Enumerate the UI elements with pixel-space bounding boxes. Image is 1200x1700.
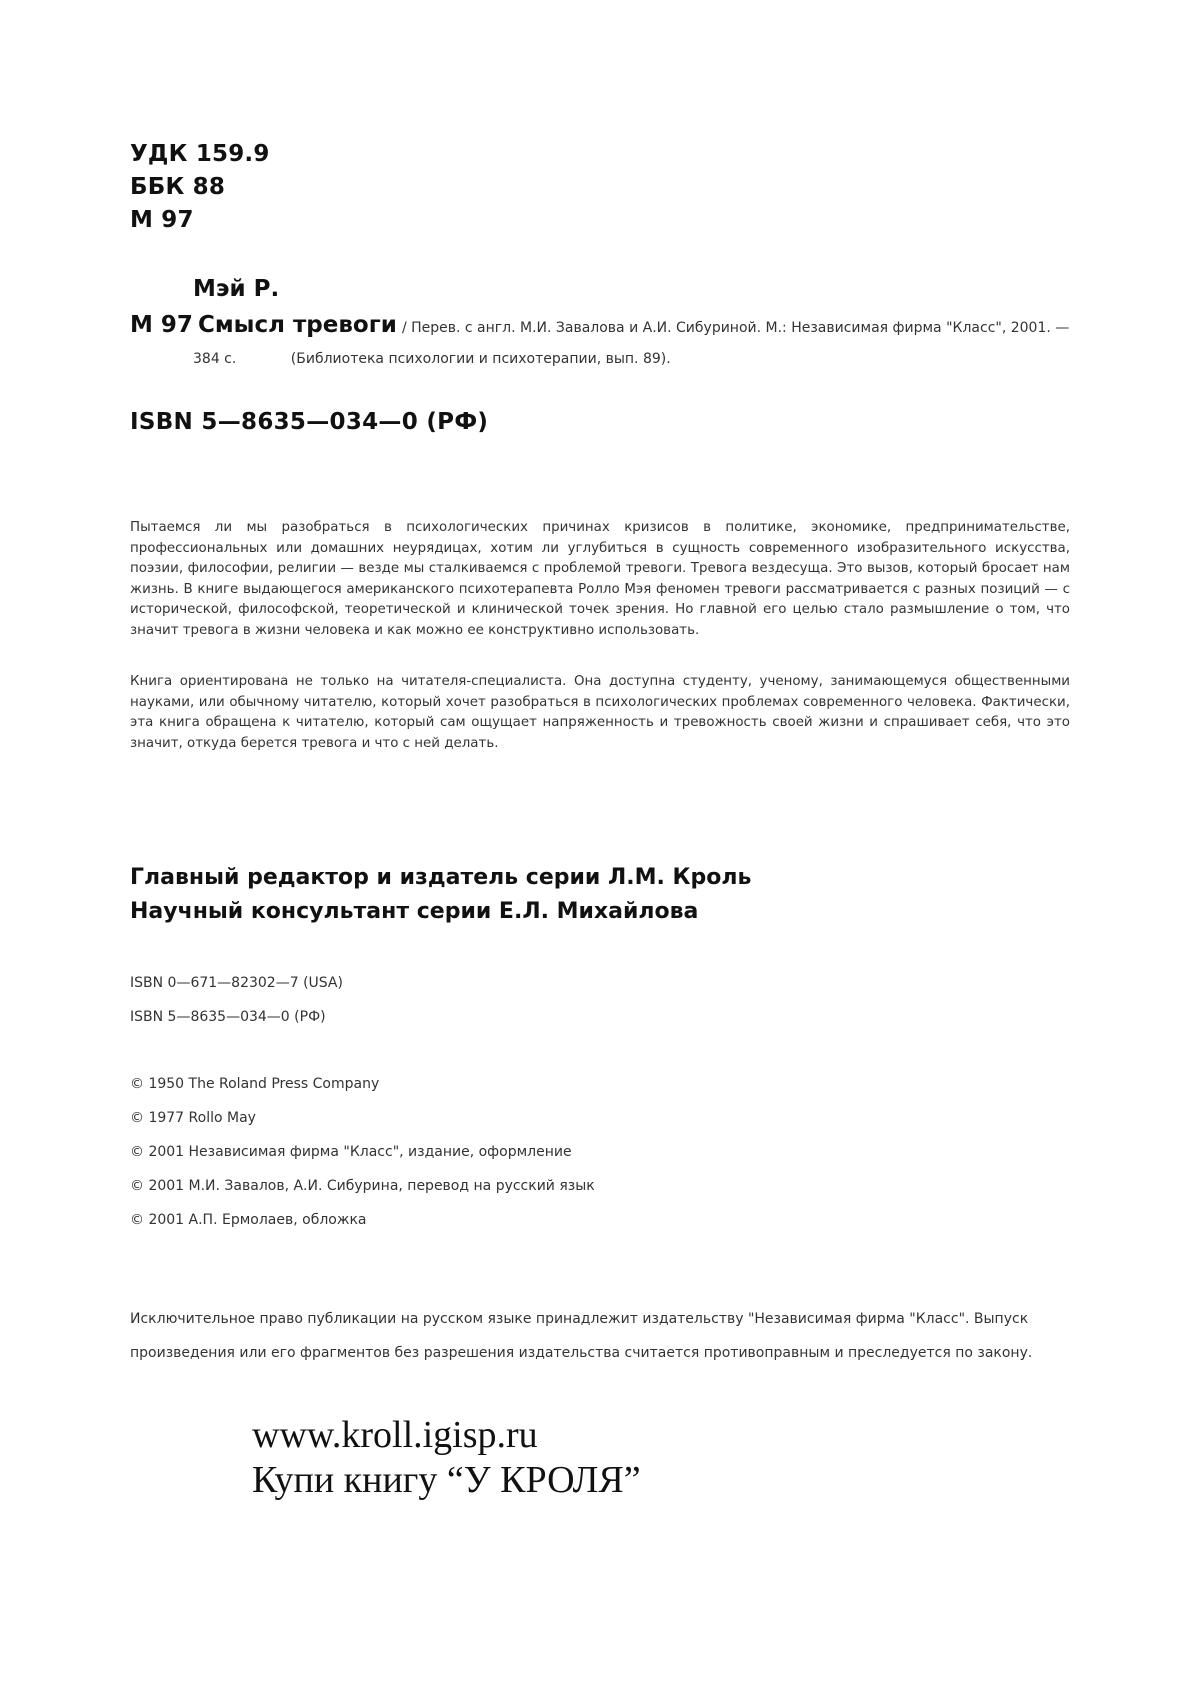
main-isbn: ISBN 5—8635—034—0 (РФ)	[130, 409, 489, 435]
bibliographic-details: / Перев. с англ. М.И. Завалова и А.И. Сибуриной. М.: Независимая фирма "Класс", 2001. —	[401, 320, 1070, 336]
isbn-rf: ISBN 5—8635—034—0 (РФ)	[130, 1009, 326, 1025]
series-info: (Библиотека психологии и психотерапии, вып. 89).	[290, 351, 671, 367]
isbn-list	[130, 966, 343, 1034]
chief-editor-line: Главный редактор и издатель серии Л.М. Кроль	[130, 865, 752, 890]
isbn-usa: ISBN 0—671—82302—7 (USA)	[130, 975, 343, 991]
series-editors	[130, 861, 751, 929]
bbk-code: ББК 88	[130, 174, 226, 200]
copyright-line: © 2001 Независимая фирма "Класс", издание, оформление	[130, 1144, 572, 1160]
copyright-line: © 1977 Rollo May	[130, 1110, 256, 1126]
abstract-paragraph-2: Книга ориентирована не только на читателя-специалиста. Она доступна студенту, ученому, занимающемуся общественными науками, или обычному читателю, который хочет разобраться в психологических проблемах современного человека. Фактически, эта книга обращена к читателю, который сам ощущает напряженность и тревожность своей жизни и спрашивает себя, что это значит, откуда берется тревога и что с ней делать.	[130, 674, 1070, 751]
abstract-paragraph-1: Пытаемся ли мы разобраться в психологических причинах кризисов в политике, экономике, предпринимательстве, профессиональных или домашних неурядицах, хотим ли углубиться в сущность современного изобразительного искусства, поэзии, философии, религии — везде мы сталкиваемся с проблемой тревоги. Тревога вездесуща. Это вызов, который бросает нам жизнь. В книге выдающегося американского психотерапевта Ролло Мэя феномен тревоги рассматривается с разных позиций — с исторической, философской, теоретической и клинической точек зрения. Но главной его целью стало размышление о том, что значит тревога в жизни человека и как можно ее конструктивно использовать.	[130, 520, 1070, 638]
entry-code: М 97	[130, 312, 193, 338]
copyright-line: © 2001 А.П. Ермолаев, обложка	[130, 1212, 367, 1228]
promo-slogan: Купи книгу “У КРОЛЯ”	[252, 1459, 641, 1501]
page-count: 384 с.	[193, 351, 237, 367]
author-mark: М 97	[130, 207, 194, 233]
copyright-list	[130, 1067, 595, 1237]
bibliographic-continuation	[193, 351, 671, 367]
rights-notice: Исключительное право публикации на русском языке принадлежит издательству "Независимая фирма "Класс". Выпуск произведения или его фрагментов без разрешения издательства считается противоправным и преследуется по закону.	[130, 1311, 1033, 1361]
copyright-line: © 2001 М.И. Завалов, А.И. Сибурина, перевод на русский язык	[130, 1178, 595, 1194]
bibliographic-entry	[130, 312, 1069, 338]
copyright-line: © 1950 The Roland Press Company	[130, 1076, 380, 1092]
book-title: Смысл тревоги	[198, 312, 397, 338]
website-url: www.kroll.igisp.ru	[252, 1414, 538, 1456]
scientific-consultant-line: Научный консультант серии Е.Л. Михайлова	[130, 899, 699, 924]
author-name: Мэй Р.	[193, 276, 280, 302]
promo-block	[252, 1413, 641, 1503]
udk-code: УДК 159.9	[130, 141, 270, 167]
classification-codes	[130, 138, 270, 237]
